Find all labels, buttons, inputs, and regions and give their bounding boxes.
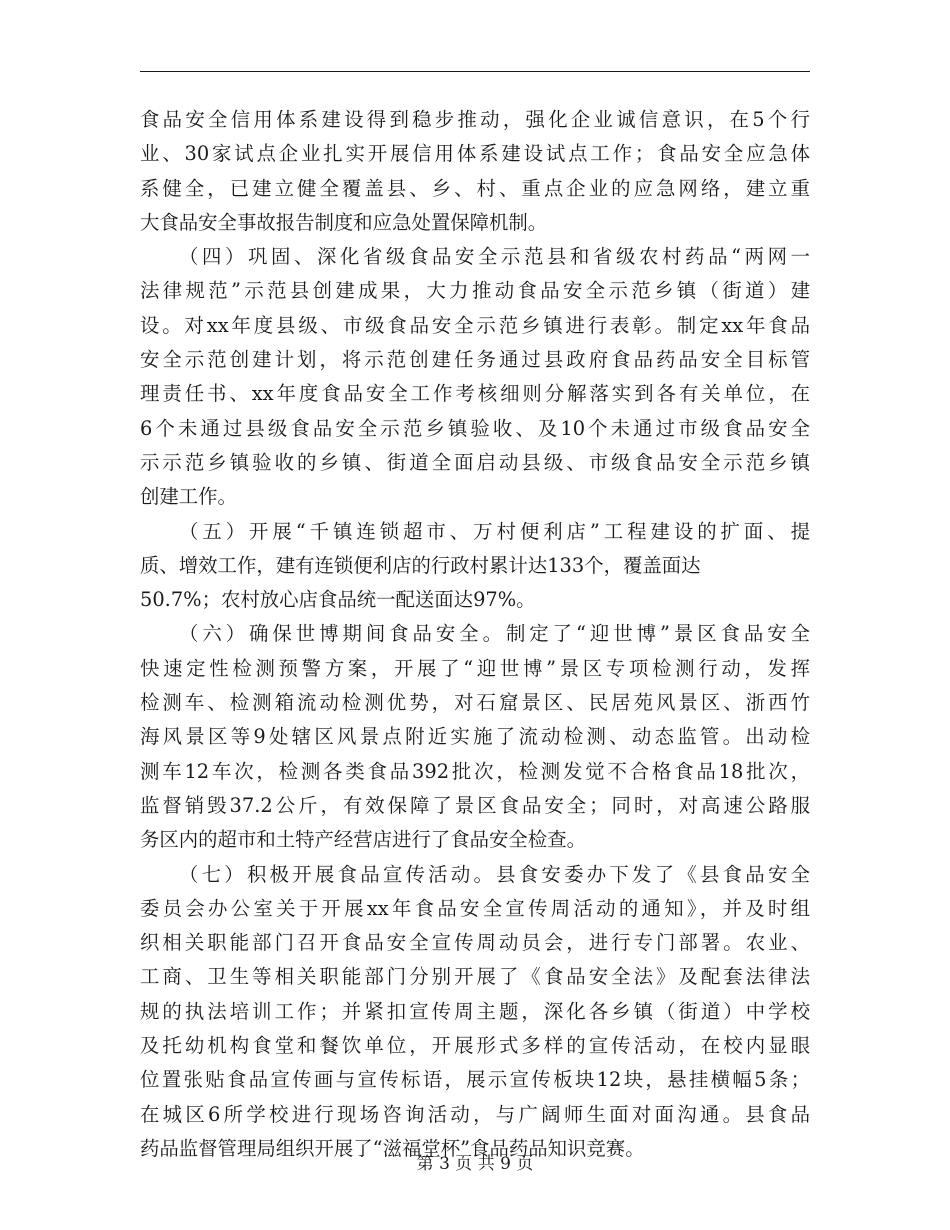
text-line: 及托幼机构食堂和餐饮单位，开展形式多样的宣传活动，在校内显眼 xyxy=(140,1034,810,1058)
text-line: 务区内的超市和土特产经营店进行了食品安全检查。 xyxy=(140,828,586,852)
text-line: 监督销毁37.2公斤，有效保障了景区食品安全；同时，对高速公路服 xyxy=(140,793,810,817)
document-body xyxy=(140,103,810,1166)
text-line: 大食品安全事故报告制度和应急处置保障机制。 xyxy=(140,210,548,234)
text-line: 海风景区等9处辖区风景点附近实施了流动检测、动态监管。出动检 xyxy=(140,725,810,749)
text-line: （五）开展“千镇连锁超市、万村便利店”工程建设的扩面、提 xyxy=(179,519,810,543)
text-line: 在城区6所学校进行现场咨询活动，与广阔师生面对面沟通。县食品 xyxy=(140,1102,810,1126)
text-line: 快速定性检测预警方案，开展了“迎世博”景区专项检测行动，发挥 xyxy=(140,656,810,680)
header-rule xyxy=(140,71,810,72)
page-footer: 第 3 页 共 9 页 xyxy=(416,1154,534,1174)
text-line: 示示范乡镇验收的乡镇、街道全面启动县级、市级食品安全示范乡镇 xyxy=(140,450,810,474)
text-line: 工商、卫生等相关职能部门分别开展了《食品安全法》及配套法律法 xyxy=(140,965,810,989)
text-line: 6个未通过县级食品安全示范乡镇验收、及10个未通过市级食品安全 xyxy=(140,416,810,440)
text-line: 50.7%；农村放心店食品统一配送面达97%。 xyxy=(140,588,536,612)
text-line: （六）确保世博期间食品安全。制定了“迎世博”景区食品安全 xyxy=(179,622,810,646)
text-line: 创建工作。 xyxy=(140,485,237,509)
text-line: 法律规范”示范县创建成果，大力推动食品安全示范乡镇（街道）建 xyxy=(140,279,810,303)
text-line: 理责任书、xx年度食品安全工作考核细则分解落实到各有关单位，在 xyxy=(140,382,810,406)
text-line: 委员会办公室关于开展xx年食品安全宣传周活动的通知》，并及时组 xyxy=(140,896,810,920)
text-line: 药品监督管理局组织开展了“滋福堂杯”食品药品知识竞赛。 xyxy=(140,1136,645,1160)
text-line: （七）积极开展食品宣传活动。县食安委办下发了《县食品安全 xyxy=(179,862,810,886)
text-line: 设。对xx年度县级、市级食品安全示范乡镇进行表彰。制定xx年食品 xyxy=(140,313,810,337)
text-line: 检测车、检测箱流动检测优势，对石窟景区、民居苑风景区、浙西竹 xyxy=(140,691,810,715)
text-line: 食品安全信用体系建设得到稳步推动，强化企业诚信意识，在5个行 xyxy=(140,108,810,131)
text-line: 位置张贴食品宣传画与宣传标语，展示宣传板块12块，悬挂横幅5条； xyxy=(140,1068,810,1092)
text-line: 业、30家试点企业扎实开展信用体系建设试点工作；食品安全应急体 xyxy=(140,142,810,166)
text-line: 质、增效工作，建有连锁便利店的行政村累计达133个，覆盖面达 xyxy=(140,553,701,577)
text-line: 安全示范创建计划，将示范创建任务通过县政府食品药品安全目标管 xyxy=(140,348,810,372)
text-line: 系健全，已建立健全覆盖县、乡、村、重点企业的应急网络，建立重 xyxy=(140,176,810,200)
text-line: 织相关职能部门召开食品安全宣传周动员会，进行专门部署。农业、 xyxy=(140,931,810,955)
text-line: 规的执法培训工作；并紧扣宣传周主题，深化各乡镇（街道）中学校 xyxy=(140,999,810,1023)
text-line: （四）巩固、深化省级食品安全示范县和省级农村药品“两网一 xyxy=(179,245,810,269)
text-line: 测车12车次，检测各类食品392批次，检测发觉不合格食品18批次， xyxy=(140,759,810,783)
